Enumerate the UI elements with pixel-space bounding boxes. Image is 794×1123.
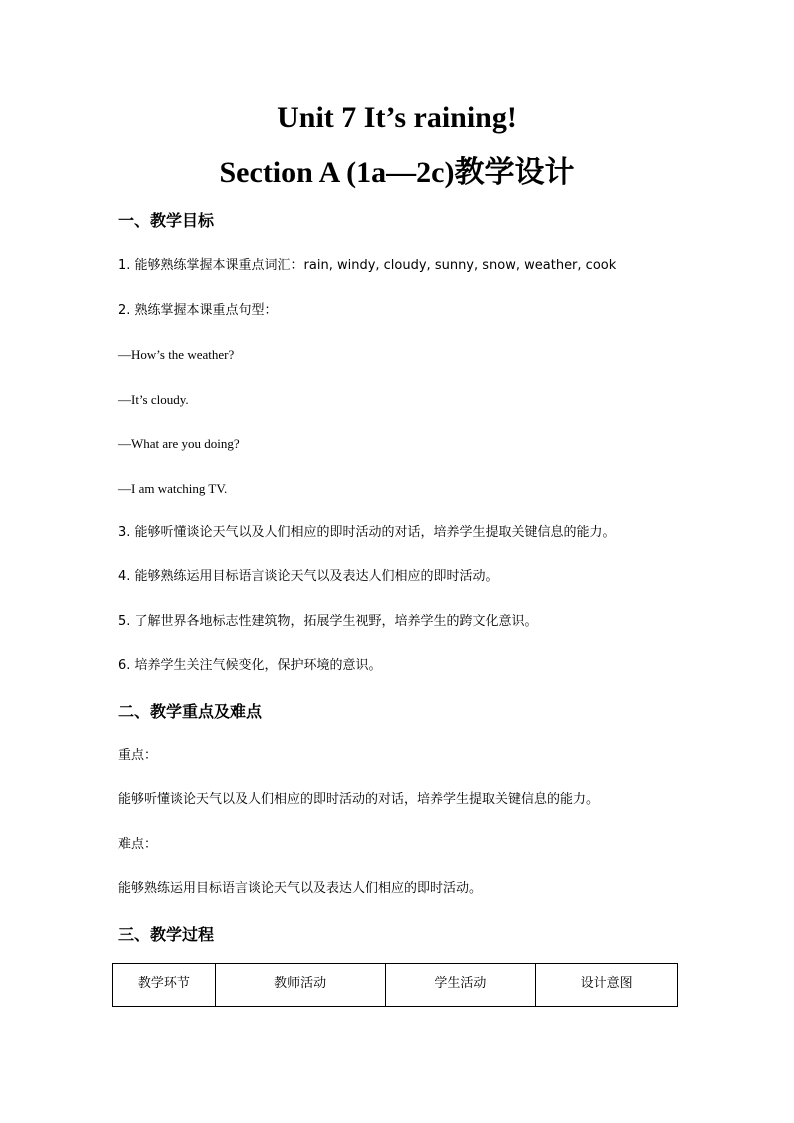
objective-item-4: 4. 能够熟练运用目标语言谈论天气以及表达人们相应的即时活动。 bbox=[118, 569, 499, 584]
section-heading-objectives: 一、教学目标 bbox=[118, 211, 215, 230]
table-header-cell: 教师活动 bbox=[215, 964, 385, 1007]
sentence-pattern-3: —What are you doing? bbox=[118, 436, 240, 451]
table-header-cell: 设计意图 bbox=[536, 964, 678, 1007]
section-heading-key-points: 二、教学重点及难点 bbox=[118, 702, 263, 721]
table-header-row bbox=[113, 964, 678, 1007]
document-title: Unit 7 It’s raining! bbox=[277, 101, 517, 134]
sentence-pattern-4: —I am watching TV. bbox=[118, 481, 228, 496]
objective-item-5: 5. 了解世界各地标志性建筑物，拓展学生视野，培养学生的跨文化意识。 bbox=[118, 614, 538, 629]
teaching-process-table bbox=[112, 963, 678, 1007]
key-point-label: 重点： bbox=[118, 748, 158, 763]
table-header-cell: 教学环节 bbox=[113, 964, 216, 1007]
objective-item-1: 1. 能够熟练掌握本课重点词汇：rain, windy, cloudy, sunny, snow, weather, cook bbox=[118, 258, 617, 273]
document-subtitle: Section A (1a—2c)教学设计 bbox=[219, 156, 575, 189]
sentence-pattern-2: —It’s cloudy. bbox=[118, 392, 189, 407]
sentence-pattern-1: —How’s the weather? bbox=[118, 347, 235, 362]
key-point-text: 能够听懂谈论天气以及人们相应的即时活动的对话，培养学生提取关键信息的能力。 bbox=[118, 792, 600, 807]
table-header-cell: 学生活动 bbox=[385, 964, 536, 1007]
objective-item-3: 3. 能够听懂谈论天气以及人们相应的即时活动的对话，培养学生提取关键信息的能力。 bbox=[118, 525, 616, 540]
section-heading-process: 三、教学过程 bbox=[118, 925, 215, 944]
difficulty-label: 难点： bbox=[118, 837, 158, 852]
objective-item-6: 6. 培养学生关注气候变化，保护环境的意识。 bbox=[118, 658, 382, 673]
objective-item-2: 2. 熟练掌握本课重点句型： bbox=[118, 303, 278, 318]
difficulty-text: 能够熟练运用目标语言谈论天气以及表达人们相应的即时活动。 bbox=[118, 881, 483, 896]
